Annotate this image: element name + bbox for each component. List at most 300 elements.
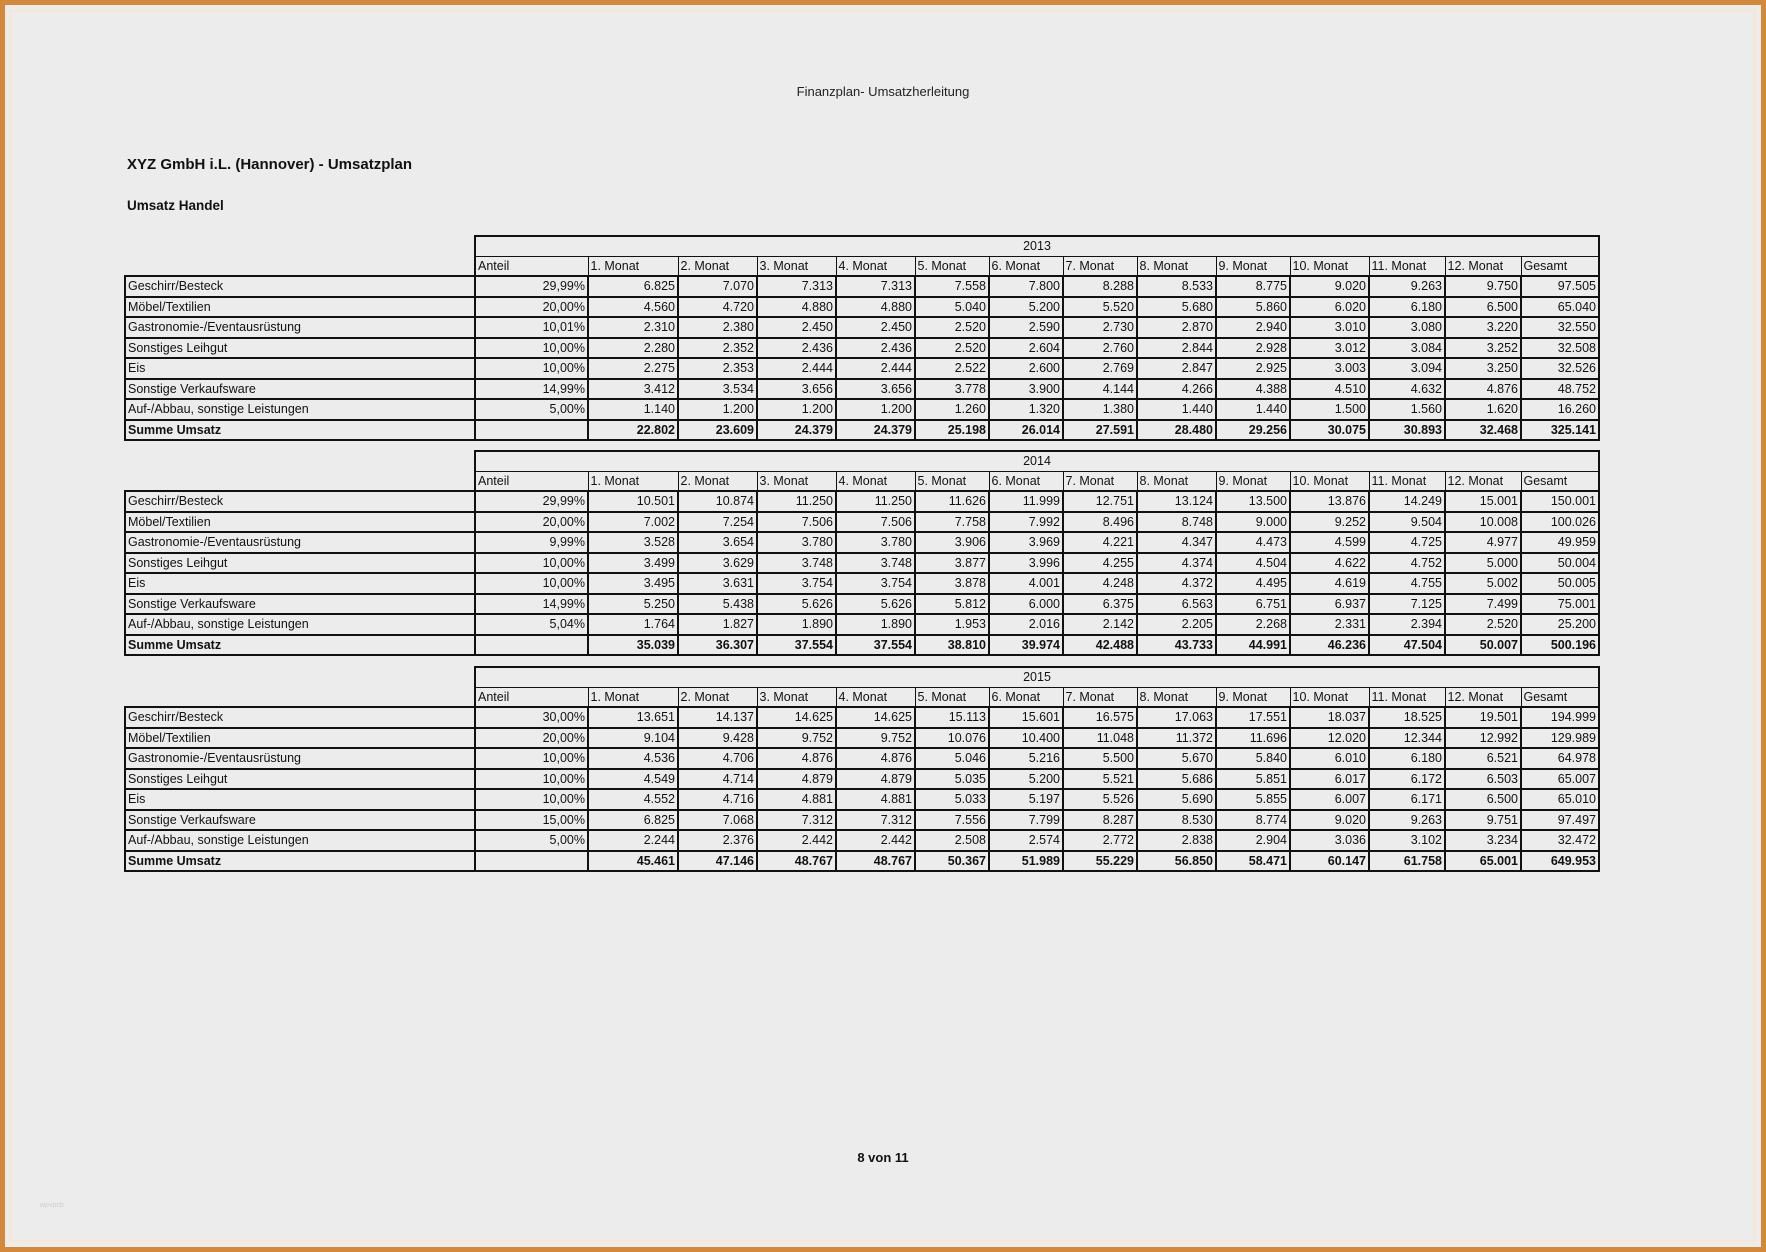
month-value-cell: 8.774 [1216, 810, 1290, 831]
share-cell: 9,99% [475, 532, 588, 553]
table-row [125, 491, 1599, 512]
sum-value-cell: 46.236 [1290, 635, 1369, 656]
empty-cell [125, 667, 475, 687]
table-row [125, 769, 1599, 790]
total-cell: 97.505 [1521, 276, 1599, 297]
row-label: Gastronomie-/Eventausrüstung [125, 748, 475, 769]
month-value-cell: 9.020 [1290, 276, 1369, 297]
month-value-cell: 8.775 [1216, 276, 1290, 297]
month-value-cell: 2.847 [1137, 358, 1216, 379]
month-value-cell: 2.442 [836, 830, 915, 851]
month-value-cell: 7.070 [678, 276, 757, 297]
month-value-cell: 10.501 [588, 491, 678, 512]
column-header: 5. Monat [915, 471, 989, 491]
share-cell: 10,00% [475, 769, 588, 790]
total-cell: 64.978 [1521, 748, 1599, 769]
year-label: 2013 [475, 236, 1599, 256]
month-value-cell: 5.521 [1063, 769, 1137, 790]
month-value-cell: 6.171 [1369, 789, 1445, 810]
row-label: Eis [125, 573, 475, 594]
month-value-cell: 6.563 [1137, 594, 1216, 615]
sum-share-cell [475, 851, 588, 872]
month-value-cell: 6.172 [1369, 769, 1445, 790]
month-value-cell: 4.755 [1369, 573, 1445, 594]
sum-value-cell: 47.146 [678, 851, 757, 872]
sum-row [125, 851, 1599, 872]
table-row [125, 512, 1599, 533]
share-cell: 10,00% [475, 789, 588, 810]
month-value-cell: 2.268 [1216, 614, 1290, 635]
row-label: Eis [125, 789, 475, 810]
month-value-cell: 5.851 [1216, 769, 1290, 790]
table-row [125, 338, 1599, 359]
month-value-cell: 2.844 [1137, 338, 1216, 359]
column-header: 12. Monat [1445, 256, 1521, 276]
month-value-cell: 2.444 [836, 358, 915, 379]
month-value-cell: 4.504 [1216, 553, 1290, 574]
column-header: 6. Monat [989, 256, 1063, 276]
empty-cell [125, 471, 475, 491]
table-row [125, 748, 1599, 769]
month-value-cell: 7.799 [989, 810, 1063, 831]
column-header: Anteil [475, 687, 588, 707]
month-value-cell: 3.528 [588, 532, 678, 553]
watermark: wpvpcb [40, 1202, 64, 1209]
month-value-cell: 2.353 [678, 358, 757, 379]
month-value-cell: 3.234 [1445, 830, 1521, 851]
sum-value-cell: 24.379 [836, 420, 915, 441]
year-header-row [125, 451, 1599, 471]
total-cell: 65.007 [1521, 769, 1599, 790]
row-label: Sonstige Verkaufsware [125, 379, 475, 400]
table-row [125, 789, 1599, 810]
column-header: 9. Monat [1216, 687, 1290, 707]
total-cell: 25.200 [1521, 614, 1599, 635]
row-label: Auf-/Abbau, sonstige Leistungen [125, 399, 475, 420]
month-value-cell: 15.001 [1445, 491, 1521, 512]
month-value-cell: 3.654 [678, 532, 757, 553]
month-value-cell: 3.080 [1369, 317, 1445, 338]
table-row [125, 379, 1599, 400]
month-value-cell: 3.499 [588, 553, 678, 574]
month-value-cell: 3.220 [1445, 317, 1521, 338]
month-value-cell: 2.520 [915, 317, 989, 338]
sum-value-cell: 25.198 [915, 420, 989, 441]
total-cell: 150.001 [1521, 491, 1599, 512]
month-value-cell: 10.400 [989, 728, 1063, 749]
month-value-cell: 4.552 [588, 789, 678, 810]
month-value-cell: 9.428 [678, 728, 757, 749]
month-value-cell: 5.035 [915, 769, 989, 790]
total-cell: 49.959 [1521, 532, 1599, 553]
month-value-cell: 5.438 [678, 594, 757, 615]
month-value-cell: 6.503 [1445, 769, 1521, 790]
row-label: Geschirr/Besteck [125, 276, 475, 297]
month-value-cell: 9.104 [588, 728, 678, 749]
month-value-cell: 15.601 [989, 707, 1063, 728]
month-value-cell: 4.881 [757, 789, 836, 810]
month-value-cell: 1.200 [757, 399, 836, 420]
month-value-cell: 6.180 [1369, 297, 1445, 318]
sum-value-cell: 30.075 [1290, 420, 1369, 441]
column-header: 1. Monat [588, 471, 678, 491]
sum-label: Summe Umsatz [125, 420, 475, 441]
month-value-cell: 6.017 [1290, 769, 1369, 790]
month-value-cell: 3.094 [1369, 358, 1445, 379]
month-value-cell: 5.033 [915, 789, 989, 810]
month-value-cell: 7.125 [1369, 594, 1445, 615]
table-row [125, 573, 1599, 594]
month-value-cell: 3.534 [678, 379, 757, 400]
month-value-cell: 9.000 [1216, 512, 1290, 533]
month-value-cell: 3.748 [836, 553, 915, 574]
month-value-cell: 7.800 [989, 276, 1063, 297]
month-value-cell: 3.656 [757, 379, 836, 400]
month-value-cell: 2.275 [588, 358, 678, 379]
month-value-cell: 11.048 [1063, 728, 1137, 749]
share-cell: 30,00% [475, 707, 588, 728]
month-value-cell: 15.113 [915, 707, 989, 728]
month-value-cell: 2.331 [1290, 614, 1369, 635]
month-value-cell: 4.510 [1290, 379, 1369, 400]
table-row [125, 830, 1599, 851]
share-cell: 14,99% [475, 594, 588, 615]
month-value-cell: 2.520 [1445, 614, 1521, 635]
row-label: Möbel/Textilien [125, 728, 475, 749]
share-cell: 10,00% [475, 358, 588, 379]
column-header: 3. Monat [757, 471, 836, 491]
total-cell: 65.010 [1521, 789, 1599, 810]
share-cell: 29,99% [475, 491, 588, 512]
total-cell: 32.550 [1521, 317, 1599, 338]
month-value-cell: 3.102 [1369, 830, 1445, 851]
share-cell: 5,00% [475, 830, 588, 851]
month-value-cell: 5.200 [989, 297, 1063, 318]
sum-value-cell: 37.554 [836, 635, 915, 656]
month-value-cell: 14.625 [836, 707, 915, 728]
month-value-cell: 2.016 [989, 614, 1063, 635]
month-value-cell: 14.625 [757, 707, 836, 728]
month-value-cell: 5.626 [836, 594, 915, 615]
month-value-cell: 4.255 [1063, 553, 1137, 574]
table-row [125, 553, 1599, 574]
month-value-cell: 13.651 [588, 707, 678, 728]
row-label: Gastronomie-/Eventausrüstung [125, 532, 475, 553]
month-value-cell: 4.549 [588, 769, 678, 790]
month-value-cell: 2.142 [1063, 614, 1137, 635]
row-label: Sonstiges Leihgut [125, 769, 475, 790]
month-value-cell: 6.751 [1216, 594, 1290, 615]
month-value-cell: 7.758 [915, 512, 989, 533]
column-header: Gesamt [1521, 687, 1599, 707]
month-value-cell: 2.450 [836, 317, 915, 338]
column-header-row [125, 687, 1599, 707]
month-value-cell: 8.533 [1137, 276, 1216, 297]
share-cell: 15,00% [475, 810, 588, 831]
sum-value-cell: 51.989 [989, 851, 1063, 872]
month-value-cell: 3.748 [757, 553, 836, 574]
column-header: 11. Monat [1369, 687, 1445, 707]
month-value-cell: 19.501 [1445, 707, 1521, 728]
month-value-cell: 1.890 [836, 614, 915, 635]
month-value-cell: 9.752 [836, 728, 915, 749]
month-value-cell: 7.506 [836, 512, 915, 533]
month-value-cell: 7.499 [1445, 594, 1521, 615]
month-value-cell: 11.250 [757, 491, 836, 512]
month-value-cell: 3.412 [588, 379, 678, 400]
month-value-cell: 9.252 [1290, 512, 1369, 533]
share-cell: 5,04% [475, 614, 588, 635]
month-value-cell: 6.825 [588, 810, 678, 831]
month-value-cell: 18.525 [1369, 707, 1445, 728]
month-value-cell: 5.840 [1216, 748, 1290, 769]
month-value-cell: 5.860 [1216, 297, 1290, 318]
month-value-cell: 4.720 [678, 297, 757, 318]
column-header: Anteil [475, 471, 588, 491]
empty-cell [125, 451, 475, 471]
total-cell: 100.026 [1521, 512, 1599, 533]
month-value-cell: 4.880 [757, 297, 836, 318]
revenue-table-2014 [124, 450, 1600, 656]
month-value-cell: 5.812 [915, 594, 989, 615]
month-value-cell: 8.748 [1137, 512, 1216, 533]
sum-value-cell: 24.379 [757, 420, 836, 441]
month-value-cell: 5.680 [1137, 297, 1216, 318]
month-value-cell: 4.876 [1445, 379, 1521, 400]
month-value-cell: 7.312 [757, 810, 836, 831]
month-value-cell: 5.520 [1063, 297, 1137, 318]
month-value-cell: 2.436 [757, 338, 836, 359]
month-value-cell: 9.263 [1369, 276, 1445, 297]
month-value-cell: 4.879 [836, 769, 915, 790]
column-header: 3. Monat [757, 256, 836, 276]
revenue-table-2015 [124, 666, 1600, 872]
sum-value-cell: 55.229 [1063, 851, 1137, 872]
month-value-cell: 2.838 [1137, 830, 1216, 851]
month-value-cell: 1.953 [915, 614, 989, 635]
column-header: 6. Monat [989, 687, 1063, 707]
month-value-cell: 6.500 [1445, 789, 1521, 810]
month-value-cell: 2.870 [1137, 317, 1216, 338]
table-row [125, 614, 1599, 635]
month-value-cell: 6.825 [588, 276, 678, 297]
total-cell: 32.508 [1521, 338, 1599, 359]
month-value-cell: 2.205 [1137, 614, 1216, 635]
table-row [125, 594, 1599, 615]
column-header: 8. Monat [1137, 471, 1216, 491]
month-value-cell: 2.772 [1063, 830, 1137, 851]
month-value-cell: 2.769 [1063, 358, 1137, 379]
sum-value-cell: 36.307 [678, 635, 757, 656]
month-value-cell: 1.320 [989, 399, 1063, 420]
month-value-cell: 4.706 [678, 748, 757, 769]
column-header: Gesamt [1521, 471, 1599, 491]
month-value-cell: 7.992 [989, 512, 1063, 533]
sum-value-cell: 22.802 [588, 420, 678, 441]
month-value-cell: 7.254 [678, 512, 757, 533]
month-value-cell: 4.473 [1216, 532, 1290, 553]
month-value-cell: 4.536 [588, 748, 678, 769]
column-header: 10. Monat [1290, 256, 1369, 276]
sum-value-cell: 60.147 [1290, 851, 1369, 872]
month-value-cell: 2.394 [1369, 614, 1445, 635]
year-label: 2014 [475, 451, 1599, 471]
month-value-cell: 1.440 [1216, 399, 1290, 420]
month-value-cell: 11.250 [836, 491, 915, 512]
empty-cell [125, 256, 475, 276]
total-cell: 194.999 [1521, 707, 1599, 728]
total-cell: 32.472 [1521, 830, 1599, 851]
table-row [125, 276, 1599, 297]
column-header: 7. Monat [1063, 687, 1137, 707]
sum-value-cell: 45.461 [588, 851, 678, 872]
month-value-cell: 12.992 [1445, 728, 1521, 749]
month-value-cell: 13.876 [1290, 491, 1369, 512]
column-header: 5. Monat [915, 687, 989, 707]
month-value-cell: 3.877 [915, 553, 989, 574]
month-value-cell: 8.287 [1063, 810, 1137, 831]
month-value-cell: 8.496 [1063, 512, 1137, 533]
section-title: Umsatz Handel [127, 198, 224, 213]
month-value-cell: 5.002 [1445, 573, 1521, 594]
month-value-cell: 14.249 [1369, 491, 1445, 512]
month-value-cell: 6.020 [1290, 297, 1369, 318]
month-value-cell: 4.725 [1369, 532, 1445, 553]
month-value-cell: 9.750 [1445, 276, 1521, 297]
month-value-cell: 3.631 [678, 573, 757, 594]
month-value-cell: 18.037 [1290, 707, 1369, 728]
month-value-cell: 4.372 [1137, 573, 1216, 594]
column-header: 4. Monat [836, 256, 915, 276]
row-label: Gastronomie-/Eventausrüstung [125, 317, 475, 338]
column-header: 12. Monat [1445, 471, 1521, 491]
month-value-cell: 5.855 [1216, 789, 1290, 810]
month-value-cell: 1.200 [836, 399, 915, 420]
month-value-cell: 9.752 [757, 728, 836, 749]
sum-share-cell [475, 635, 588, 656]
month-value-cell: 1.827 [678, 614, 757, 635]
sum-value-cell: 50.367 [915, 851, 989, 872]
month-value-cell: 9.020 [1290, 810, 1369, 831]
month-value-cell: 1.200 [678, 399, 757, 420]
month-value-cell: 17.063 [1137, 707, 1216, 728]
month-value-cell: 5.686 [1137, 769, 1216, 790]
month-value-cell: 2.590 [989, 317, 1063, 338]
month-value-cell: 3.084 [1369, 338, 1445, 359]
row-label: Möbel/Textilien [125, 512, 475, 533]
year-header-row [125, 667, 1599, 687]
page-number: 8 von 11 [857, 1150, 909, 1165]
month-value-cell: 16.575 [1063, 707, 1137, 728]
sum-value-cell: 29.256 [1216, 420, 1290, 441]
total-cell: 75.001 [1521, 594, 1599, 615]
month-value-cell: 2.508 [915, 830, 989, 851]
month-value-cell: 7.068 [678, 810, 757, 831]
month-value-cell: 14.137 [678, 707, 757, 728]
month-value-cell: 4.619 [1290, 573, 1369, 594]
month-value-cell: 2.730 [1063, 317, 1137, 338]
month-value-cell: 4.716 [678, 789, 757, 810]
month-value-cell: 5.626 [757, 594, 836, 615]
total-cell: 97.497 [1521, 810, 1599, 831]
column-header: 2. Monat [678, 256, 757, 276]
month-value-cell: 3.996 [989, 553, 1063, 574]
document-title: XYZ GmbH i.L. (Hannover) - Umsatzplan [127, 156, 413, 173]
month-value-cell: 3.969 [989, 532, 1063, 553]
month-value-cell: 4.880 [836, 297, 915, 318]
month-value-cell: 2.574 [989, 830, 1063, 851]
sum-row [125, 420, 1599, 441]
month-value-cell: 12.344 [1369, 728, 1445, 749]
row-label: Auf-/Abbau, sonstige Leistungen [125, 614, 475, 635]
month-value-cell: 13.500 [1216, 491, 1290, 512]
column-header: 7. Monat [1063, 471, 1137, 491]
month-value-cell: 5.200 [989, 769, 1063, 790]
month-value-cell: 6.000 [989, 594, 1063, 615]
grand-total-cell: 649.953 [1521, 851, 1599, 872]
month-value-cell: 1.380 [1063, 399, 1137, 420]
column-header: 2. Monat [678, 471, 757, 491]
sum-value-cell: 27.591 [1063, 420, 1137, 441]
month-value-cell: 5.690 [1137, 789, 1216, 810]
column-header: 4. Monat [836, 471, 915, 491]
total-cell: 50.004 [1521, 553, 1599, 574]
column-header: 2. Monat [678, 687, 757, 707]
month-value-cell: 4.632 [1369, 379, 1445, 400]
column-header: 1. Monat [588, 256, 678, 276]
month-value-cell: 4.347 [1137, 532, 1216, 553]
month-value-cell: 6.521 [1445, 748, 1521, 769]
month-value-cell: 2.600 [989, 358, 1063, 379]
total-cell: 32.526 [1521, 358, 1599, 379]
column-header: 10. Monat [1290, 471, 1369, 491]
month-value-cell: 10.008 [1445, 512, 1521, 533]
sum-value-cell: 61.758 [1369, 851, 1445, 872]
month-value-cell: 4.144 [1063, 379, 1137, 400]
table-row [125, 707, 1599, 728]
month-value-cell: 4.752 [1369, 553, 1445, 574]
month-value-cell: 9.751 [1445, 810, 1521, 831]
month-value-cell: 3.780 [836, 532, 915, 553]
month-value-cell: 3.780 [757, 532, 836, 553]
month-value-cell: 2.244 [588, 830, 678, 851]
row-label: Auf-/Abbau, sonstige Leistungen [125, 830, 475, 851]
month-value-cell: 2.520 [915, 338, 989, 359]
grand-total-cell: 325.141 [1521, 420, 1599, 441]
month-value-cell: 2.380 [678, 317, 757, 338]
month-value-cell: 4.248 [1063, 573, 1137, 594]
month-value-cell: 3.656 [836, 379, 915, 400]
empty-cell [125, 236, 475, 256]
month-value-cell: 1.260 [915, 399, 989, 420]
month-value-cell: 4.599 [1290, 532, 1369, 553]
month-value-cell: 7.312 [836, 810, 915, 831]
sum-value-cell: 44.991 [1216, 635, 1290, 656]
month-value-cell: 4.876 [836, 748, 915, 769]
month-value-cell: 2.522 [915, 358, 989, 379]
column-header: 9. Monat [1216, 471, 1290, 491]
month-value-cell: 8.530 [1137, 810, 1216, 831]
sum-value-cell: 47.504 [1369, 635, 1445, 656]
month-value-cell: 6.937 [1290, 594, 1369, 615]
month-value-cell: 2.604 [989, 338, 1063, 359]
month-value-cell: 5.046 [915, 748, 989, 769]
month-value-cell: 2.376 [678, 830, 757, 851]
sum-value-cell: 50.007 [1445, 635, 1521, 656]
month-value-cell: 5.040 [915, 297, 989, 318]
month-value-cell: 11.696 [1216, 728, 1290, 749]
table-row [125, 810, 1599, 831]
